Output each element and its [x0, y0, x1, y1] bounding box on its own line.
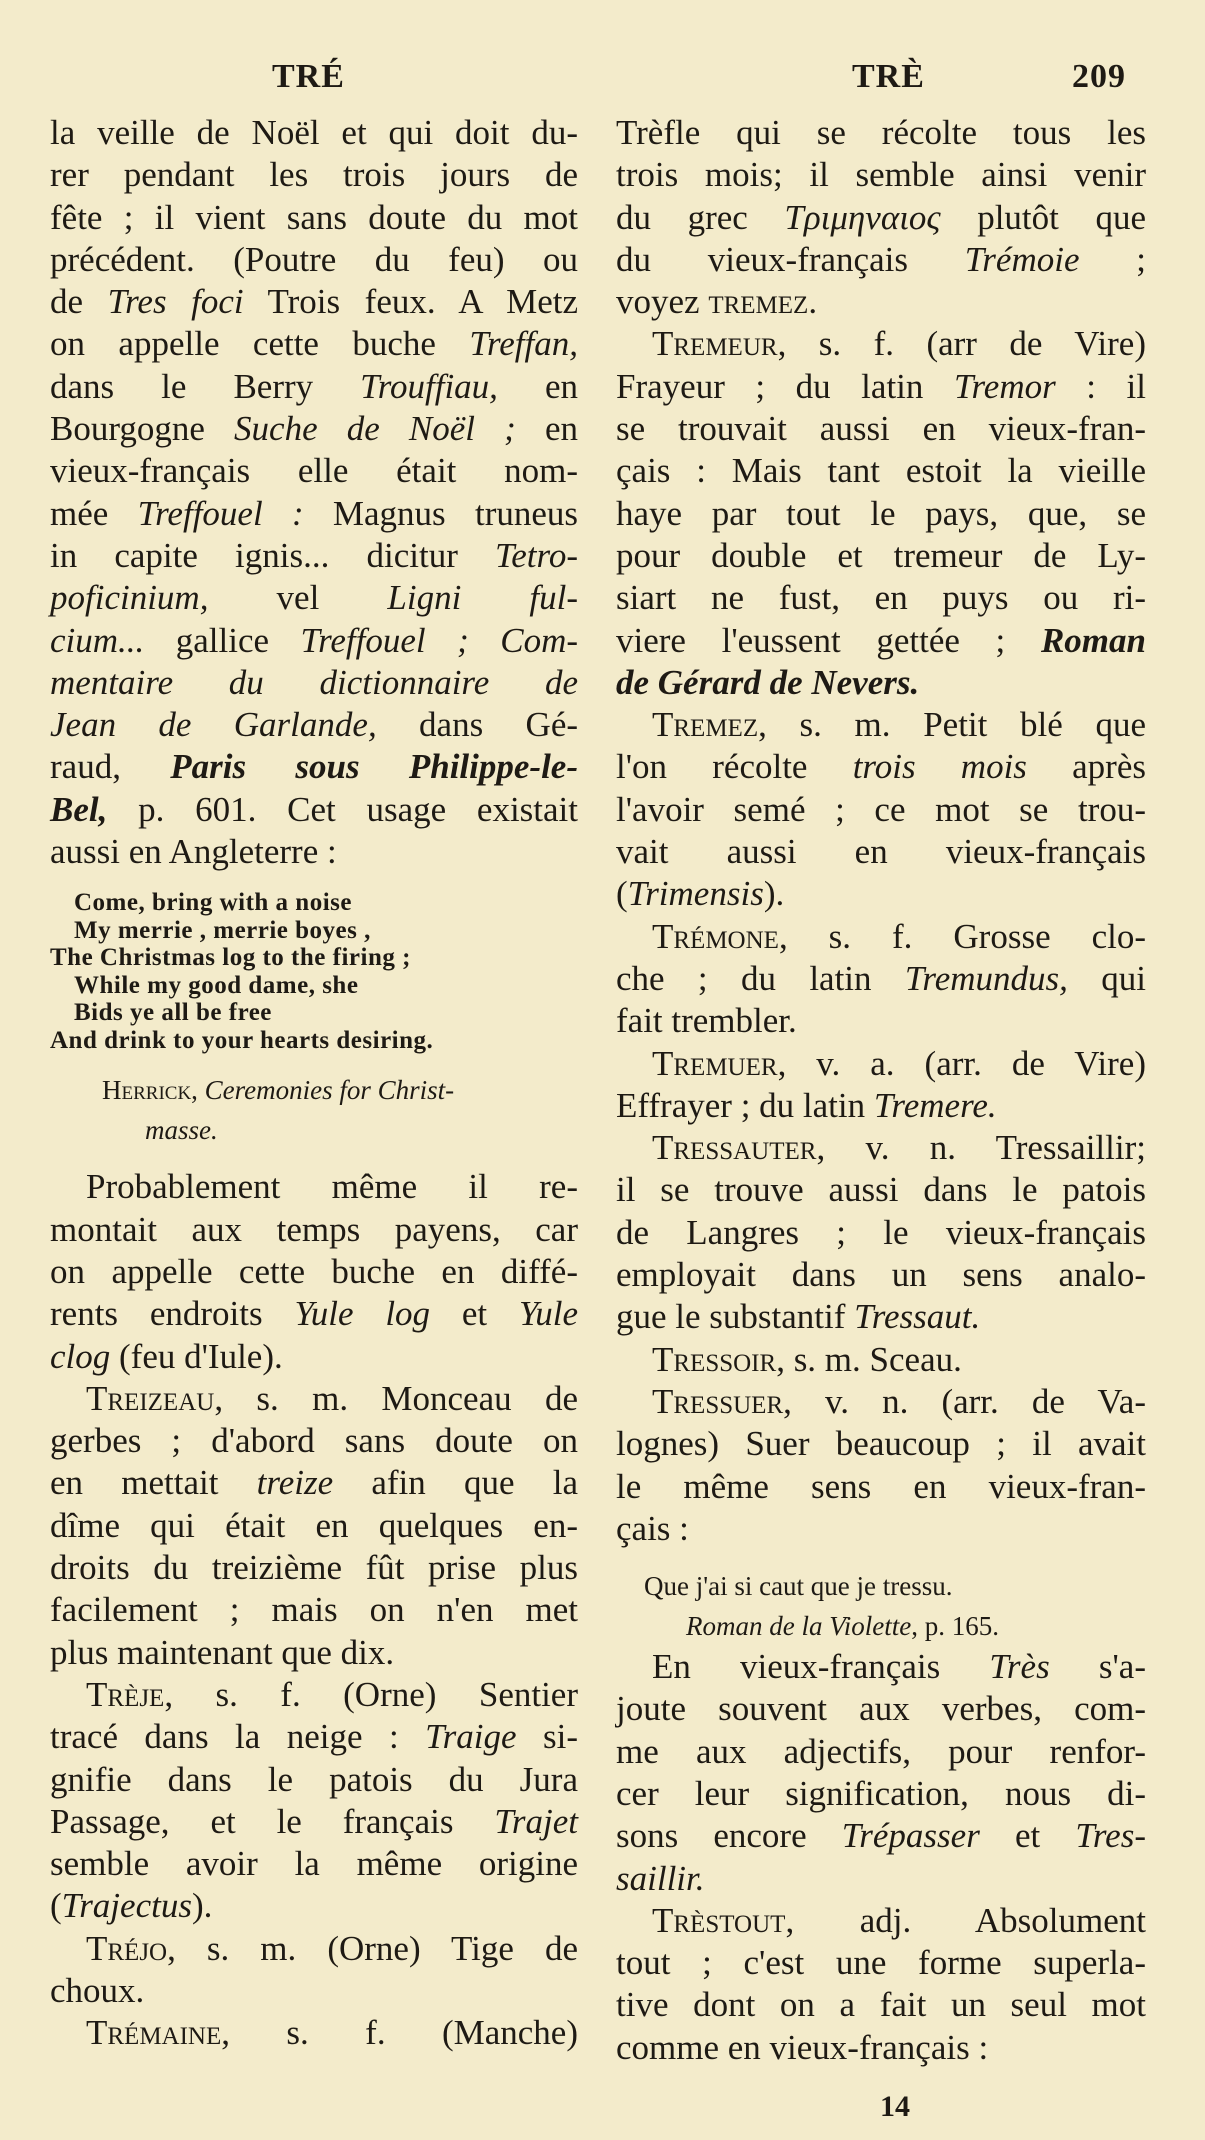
italic-run: Yule log — [294, 1294, 431, 1334]
text-line — [50, 1632, 578, 1674]
text-line — [616, 450, 1146, 492]
text-run: , p. 165. — [911, 1611, 999, 1642]
text-run: aussi en Angleterre : — [50, 832, 337, 872]
text-run: lognes) Suer beaucoup ; il avait — [616, 1424, 1146, 1464]
headword: Tressuer — [652, 1381, 784, 1421]
headword: Trèje — [86, 1674, 165, 1714]
italic-run: Treffouel : — [137, 493, 304, 533]
text-run: dans le Berry — [50, 366, 361, 406]
text-run: çais : Mais tant estoit la vieille — [616, 451, 1146, 491]
text-run: in capite ignis... dicitur — [50, 535, 495, 575]
italic-run: Trajectus — [61, 1886, 192, 1926]
headword: Tremez — [652, 705, 759, 745]
bold-italic-run: de Gérard de Nevers. — [616, 662, 920, 702]
italic-run: Tremundus, — [904, 958, 1068, 998]
italic-run: Jean de Garlande, — [50, 705, 377, 745]
text-line — [50, 831, 578, 873]
text-line — [616, 1169, 1146, 1211]
italic-run: Tres- — [1075, 1816, 1146, 1856]
text-line — [616, 1566, 1146, 1606]
text-line — [50, 154, 578, 196]
text-line — [50, 535, 578, 577]
text-run: qui — [1067, 958, 1146, 998]
headword: Treizeau — [86, 1378, 215, 1418]
headword: Herrick, — [102, 1075, 205, 1106]
text-run: Probablement même il re- — [86, 1167, 578, 1207]
text-run: Trèfle qui se récolte tous les — [616, 113, 1146, 152]
text-run: mée — [50, 493, 138, 533]
text-run: et — [430, 1294, 519, 1334]
text-run: sons encore — [616, 1816, 842, 1856]
text-run: rer pendant les trois jours de — [50, 155, 578, 195]
text-run: rents endroits — [50, 1294, 295, 1334]
text-run: afin que la — [333, 1463, 578, 1503]
italic-run: Tremor — [953, 366, 1056, 406]
text-run: che ; du latin — [616, 958, 905, 998]
text-run: Passage, et le français — [50, 1801, 495, 1841]
text-run: la veille de Noël et qui doit du- — [50, 113, 578, 152]
right-text-column — [616, 112, 1146, 2069]
text-line — [616, 1688, 1146, 1730]
text-line — [616, 1508, 1146, 1550]
text-run: And drink to your hearts desiring. — [50, 1026, 434, 1054]
text-line — [616, 1900, 1146, 1942]
text-run: vieux-français elle était nom- — [50, 451, 578, 491]
text-line — [616, 746, 1146, 788]
text-line — [50, 1716, 578, 1758]
text-run: Que j'ai si caut que je tressu. — [644, 1571, 953, 1602]
text-line — [616, 1043, 1146, 1085]
text-run: il se trouve aussi dans le patois — [616, 1170, 1146, 1210]
headword: Tressoir — [652, 1339, 777, 1379]
text-run: , s. f. (arr de Vire) — [777, 324, 1146, 364]
italic-run: trois mois — [852, 747, 1027, 787]
italic-run: Trémoie — [964, 239, 1080, 279]
poem-line — [50, 917, 578, 945]
text-run: du vieux-français — [616, 239, 965, 279]
text-line — [616, 323, 1146, 365]
headword: Trémone — [652, 916, 779, 956]
text-line — [50, 1843, 578, 1885]
text-line — [616, 620, 1146, 662]
text-line — [616, 662, 1146, 704]
poem-line — [50, 1027, 578, 1055]
text-line — [616, 1423, 1146, 1465]
text-line — [50, 1209, 578, 1251]
text-line — [616, 1606, 1146, 1646]
text-line — [50, 493, 578, 535]
italic-run: Trimensis — [627, 874, 764, 914]
text-run: , s. m. Petit blé que — [758, 705, 1146, 745]
text-run: ( — [50, 1886, 62, 1926]
text-line — [50, 1547, 578, 1589]
text-run: droits du treizième fût prise plus — [50, 1548, 578, 1588]
italic-run: Ceremonies for Christ- — [204, 1075, 455, 1106]
text-line — [50, 1336, 578, 1378]
poem-line — [50, 999, 578, 1027]
text-line — [616, 704, 1146, 746]
italic-run: Τριμηναιος — [784, 197, 941, 237]
text-run: employait dans un sens analo- — [616, 1255, 1146, 1295]
text-run: gnifie dans le patois du Jura — [50, 1759, 578, 1799]
text-line — [616, 493, 1146, 535]
text-run: tive dont on a fait un seul mot — [616, 1985, 1146, 2025]
text-line — [50, 197, 578, 239]
text-run: , s. m. Sceau. — [776, 1339, 962, 1379]
text-run: Bourgogne — [50, 409, 235, 449]
italic-run: Tres foci — [107, 282, 244, 322]
text-line — [50, 577, 578, 619]
text-run: semble avoir la même origine — [50, 1844, 578, 1884]
text-run: p. 601. Cet usage existait — [107, 789, 578, 829]
text-run: ). — [763, 874, 785, 914]
headword: tremez — [708, 282, 809, 322]
text-run: Come, bring with a noise — [74, 889, 352, 917]
italic-run: poficinium, — [50, 578, 209, 618]
italic-run: Treffan, — [469, 324, 578, 364]
text-line — [50, 1589, 578, 1631]
poem-line — [50, 944, 578, 972]
text-run: çais : — [616, 1508, 689, 1548]
poem-line — [50, 972, 578, 1000]
text-run: Frayeur ; du latin — [616, 366, 954, 406]
text-run: , v. n. (arr. de Va- — [783, 1381, 1146, 1421]
text-line — [50, 704, 578, 746]
signature-mark: 14 — [880, 2090, 910, 2123]
text-run: vel — [208, 578, 388, 618]
text-run: on appelle cette buche en diffé- — [50, 1251, 578, 1291]
text-line — [616, 789, 1146, 831]
text-run: le même sens en vieux-fran- — [616, 1466, 1146, 1506]
text-run: , s. m. Monceau de — [214, 1378, 578, 1418]
text-line — [616, 1984, 1146, 2026]
italic-run: Trouffiau, — [360, 366, 498, 406]
text-run: s'a- — [1049, 1647, 1146, 1687]
text-run: , s. f. (Orne) Sentier — [164, 1674, 578, 1714]
text-line — [616, 197, 1146, 239]
text-line — [616, 1858, 1146, 1900]
running-head-right: TRÈ — [852, 58, 925, 95]
left-text-column — [50, 112, 578, 2055]
italic-run: Traige — [425, 1717, 517, 1757]
text-line — [616, 1381, 1146, 1423]
bold-italic-run: Bel, — [50, 789, 108, 829]
text-run: tracé dans la neige : — [50, 1717, 426, 1757]
text-line — [50, 1505, 578, 1547]
italic-run: Tetro- — [495, 535, 578, 575]
text-run: fait trembler. — [616, 1001, 797, 1041]
text-run: gallice — [144, 620, 301, 660]
text-run: du grec — [616, 197, 785, 237]
text-line — [616, 1339, 1146, 1381]
text-line — [616, 831, 1146, 873]
italic-run: Tremere. — [873, 1085, 997, 1125]
text-run: tout ; c'est une forme superla- — [616, 1943, 1146, 1983]
text-run: l'avoir semé ; ce mot se trou- — [616, 789, 1146, 829]
text-run: ). — [191, 1886, 213, 1926]
text-line — [50, 112, 578, 154]
text-run: ; — [1079, 239, 1146, 279]
headword: Tréjo — [86, 1928, 168, 1968]
text-run: cer leur signification, nous di- — [616, 1773, 1146, 1813]
italic-run: Yule — [518, 1294, 578, 1334]
text-line — [50, 1251, 578, 1293]
italic-run: clog — [50, 1336, 111, 1376]
text-line — [616, 154, 1146, 196]
headword: Trémaine — [86, 2013, 222, 2053]
text-run: gue le substantif — [616, 1297, 855, 1337]
text-run: The Christmas log to the firing ; — [50, 944, 411, 972]
text-line — [50, 1420, 578, 1462]
headword: Trèstout — [652, 1900, 786, 1940]
text-line — [616, 366, 1146, 408]
text-line — [616, 1731, 1146, 1773]
poem-line — [50, 889, 578, 917]
text-line — [616, 2027, 1146, 2069]
italic-run: mentaire du dictionnaire de — [50, 662, 578, 702]
text-line — [616, 1942, 1146, 1984]
italic-run: cium... — [50, 620, 145, 660]
text-run: , s. f. Grosse clo- — [778, 916, 1146, 956]
text-run: En vieux-français — [652, 1647, 990, 1687]
text-run: si- — [516, 1717, 579, 1757]
text-run: précédent. (Poutre du feu) ou — [50, 239, 578, 279]
italic-run: Suche de Noël ; — [234, 409, 516, 449]
headword: Tremuer — [652, 1043, 778, 1083]
text-line — [50, 1759, 578, 1801]
text-line — [50, 1462, 578, 1504]
text-line — [50, 1293, 578, 1335]
text-line — [50, 1378, 578, 1420]
text-line — [50, 1928, 578, 1970]
text-line — [616, 1646, 1146, 1688]
text-line — [616, 239, 1146, 281]
text-run: après — [1026, 747, 1146, 787]
text-run: (feu d'Iule). — [110, 1336, 283, 1376]
text-line — [616, 1085, 1146, 1127]
text-run: vait aussi en vieux-français — [616, 832, 1146, 872]
text-line — [616, 535, 1146, 577]
italic-run: Ligni ful- — [387, 578, 578, 618]
text-run: trois mois; il semble ainsi venir — [616, 155, 1146, 195]
text-line — [616, 1773, 1146, 1815]
text-line — [50, 281, 578, 323]
text-run: viere l'eussent gettée ; — [616, 620, 1041, 660]
text-run: dans Gé- — [376, 705, 579, 745]
running-head-left: TRÉ — [272, 58, 345, 95]
text-run: joute souvent aux verbes, com- — [616, 1689, 1146, 1729]
bold-italic-run: Roman — [1040, 620, 1146, 660]
text-run: plus maintenant que dix. — [50, 1632, 395, 1672]
text-run: l'on récolte — [616, 747, 853, 787]
text-line — [616, 577, 1146, 619]
text-run: Bids ye all be free — [74, 999, 272, 1027]
text-run: se trouvait aussi en vieux-fran- — [616, 409, 1146, 449]
text-line — [616, 112, 1146, 154]
text-run: , s. m. (Orne) Tige de — [167, 1928, 578, 1968]
text-line — [616, 408, 1146, 450]
text-line — [50, 1110, 578, 1150]
text-run: gerbes ; d'abord sans doute on — [50, 1421, 578, 1461]
text-line — [616, 1000, 1146, 1042]
text-run: Effrayer ; du latin — [616, 1085, 874, 1125]
text-line — [616, 281, 1146, 323]
text-run: en — [515, 409, 578, 449]
italic-run: masse. — [145, 1115, 218, 1146]
text-run: siart ne fust, en puys ou ri- — [616, 578, 1146, 618]
text-line — [616, 1254, 1146, 1296]
text-line — [50, 789, 578, 831]
text-line — [50, 408, 578, 450]
text-line — [616, 1127, 1146, 1169]
text-run: , v. n. Tressaillir; — [816, 1128, 1146, 1168]
text-run: raud, — [50, 747, 171, 787]
text-run: pour double et tremeur de Ly- — [616, 535, 1146, 575]
text-line — [50, 1970, 578, 2012]
text-line — [616, 1296, 1146, 1338]
text-run: en mettait — [50, 1463, 257, 1503]
text-line — [50, 366, 578, 408]
text-run: haye par tout le pays, que, se — [616, 493, 1146, 533]
text-line — [616, 873, 1146, 915]
text-run: dîme qui était en quelques en- — [50, 1505, 578, 1545]
text-line — [616, 958, 1146, 1000]
italic-run: saillir. — [616, 1858, 705, 1898]
text-run: fête ; il vient sans doute du mot — [50, 197, 578, 237]
text-run: , v. a. (arr. de Vire) — [777, 1043, 1146, 1083]
text-run: Trois feux. A Metz — [243, 282, 578, 322]
italic-run: Tressaut. — [854, 1297, 981, 1337]
italic-run: Trépasser — [841, 1816, 980, 1856]
text-run: montait aux temps payens, car — [50, 1209, 578, 1249]
text-run: comme en vieux-français : — [616, 2027, 989, 2067]
headword: Tremeur — [652, 324, 778, 364]
text-run: Magnus truneus — [303, 493, 578, 533]
text-run: . — [808, 282, 818, 322]
text-line — [50, 746, 578, 788]
text-run: : il — [1055, 366, 1146, 406]
bold-italic-run: Paris sous Philippe-le- — [170, 747, 578, 787]
text-run: de Langres ; le vieux-français — [616, 1212, 1146, 1252]
text-line — [616, 916, 1146, 958]
text-run: plutôt que — [940, 197, 1146, 237]
text-run: My merrie , merrie boyes , — [74, 916, 371, 944]
text-run: de — [50, 282, 108, 322]
text-line — [50, 450, 578, 492]
text-line — [50, 1885, 578, 1927]
text-run: on appelle cette buche — [50, 324, 470, 364]
text-run: , adj. Absolument — [785, 1900, 1146, 1940]
italic-run: Treffouel ; Com- — [300, 620, 579, 660]
italic-run: Trajet — [494, 1801, 578, 1841]
italic-run: treize — [256, 1463, 334, 1503]
text-line — [50, 1070, 578, 1110]
page-number: 209 — [1072, 58, 1126, 95]
text-run: choux. — [50, 1970, 145, 2010]
text-run: facilement ; mais on n'en met — [50, 1590, 578, 1630]
text-line — [50, 662, 578, 704]
text-line — [50, 2012, 578, 2054]
text-line — [50, 1166, 578, 1208]
text-run: , s. f. (Manche) — [221, 2013, 578, 2053]
headword: Tressauter — [652, 1128, 817, 1168]
text-line — [616, 1466, 1146, 1508]
text-line — [50, 1674, 578, 1716]
text-line — [616, 1815, 1146, 1857]
text-line — [50, 239, 578, 281]
italic-run: Roman de la Violette — [686, 1611, 912, 1642]
text-run: While my good dame, she — [74, 971, 359, 999]
text-line — [616, 1212, 1146, 1254]
text-line — [50, 620, 578, 662]
text-run: et — [979, 1816, 1076, 1856]
text-run: ( — [616, 874, 628, 914]
text-run: voyez — [616, 282, 709, 322]
text-run: me aux adjectifs, pour renfor- — [616, 1731, 1146, 1771]
text-line — [50, 1801, 578, 1843]
italic-run: Très — [989, 1647, 1050, 1687]
text-line — [50, 323, 578, 365]
text-run: en — [497, 366, 578, 406]
